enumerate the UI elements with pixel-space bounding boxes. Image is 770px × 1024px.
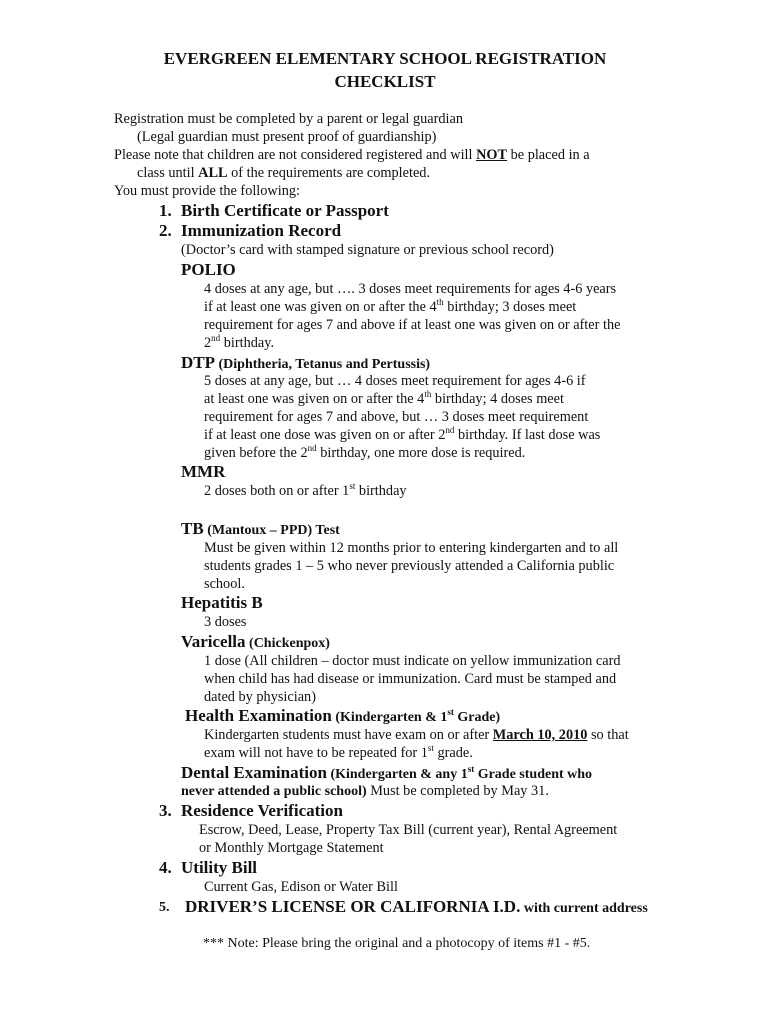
item-4-line1: Current Gas, Edison or Water Bill [204,879,398,895]
intro-line2: (Legal guardian must present proof of guardianship) [137,129,437,145]
hepatitis-b-heading: Hepatitis B [181,593,263,612]
polio-line3: requirement for ages 7 and above if at least one was given on or after the [204,317,621,333]
dental-exam-heading: Dental Examination (Kindergarten & any 1st Grade student who [181,763,593,782]
dtp-line1: 5 doses at any age, but … 4 doses meet requirement for ages 4-6 if [204,373,586,389]
item-3-line1: Escrow, Deed, Lease, Property Tax Bill (current year), Rental Agreement [199,822,618,838]
varicella-line2: when child has had disease or immunization. Card must be stamped and [204,671,617,687]
intro-line5: You must provide the following: [114,183,300,199]
document-title-line2: CHECKLIST [334,72,436,91]
item-3-label: Residence Verification [181,801,343,820]
item-2-label: Immunization Record [181,221,342,240]
health-exam-line1: Kindergarten students must have exam on or after March 10, 2010 so that [204,727,629,743]
intro-line3: Please note that children are not considered registered and will NOT be placed in a [114,147,590,163]
tb-line1: Must be given within 12 months prior to entering kindergarten and to all [204,540,619,556]
photocopy-note: *** Note: Please bring the original and a photocopy of items #1 - #5. [203,936,591,951]
dtp-heading: DTP (Diphtheria, Tetanus and Pertussis) [181,353,431,372]
item-4-label: Utility Bill [181,858,258,877]
polio-line1: 4 doses at any age, but …. 3 doses meet requirements for ages 4-6 years [204,281,617,297]
polio-heading: POLIO [181,260,236,279]
varicella-line1: 1 dose (All children – doctor must indicate on yellow immunization card [204,653,621,669]
item-2-number: 2. [159,221,172,240]
hepatitis-b-line1: 3 doses [204,614,247,630]
item-1-label: Birth Certificate or Passport [181,201,389,220]
intro-line4: class until ALL of the requirements are completed. [137,165,431,181]
dtp-line4: if at least one dose was given on or after 2nd birthday. If last dose was [204,425,601,443]
exam-date: March 10, 2010 [492,727,588,743]
polio-line2: if at least one was given on or after the 4th birthday; 3 doses meet [204,297,577,315]
all-emphasis: ALL [198,165,228,181]
item-1-number: 1. [159,201,172,220]
item-5-label: DRIVER’S LICENSE OR CALIFORNIA I.D. with current address [185,897,648,916]
mmr-heading: MMR [181,462,226,481]
document-title-line1: EVERGREEN ELEMENTARY SCHOOL REGISTRATION [163,49,607,68]
tb-line3: school. [204,576,245,592]
tb-heading: TB (Mantoux – PPD) Test [181,519,340,538]
health-exam-heading: Health Examination (Kindergarten & 1st Grade) [185,706,501,725]
intro-line1: Registration must be completed by a parent or legal guardian [114,111,463,127]
item-2-subtitle: (Doctor’s card with stamped signature or previous school record) [181,242,554,258]
tb-line2: students grades 1 – 5 who never previously attended a California public [204,558,615,574]
dtp-line2: at least one was given on or after the 4th birthday; 4 doses meet [204,389,564,407]
health-exam-line2: exam will not have to be repeated for 1st grade. [204,743,473,761]
not-emphasis: NOT [476,147,508,163]
item-5-number: 5. [159,900,170,915]
item-3-line2: or Monthly Mortgage Statement [199,840,384,856]
dtp-line3: requirement for ages 7 and above, but … 3 doses meet requirement [204,409,589,425]
polio-line4: 2nd birthday. [204,333,275,351]
varicella-heading: Varicella (Chickenpox) [181,632,330,651]
mmr-line1: 2 doses both on or after 1st birthday [204,481,407,499]
dental-exam-line2: never attended a public school) Must be completed by May 31. [181,783,549,799]
item-4-number: 4. [159,858,172,877]
dtp-line5: given before the 2nd birthday, one more dose is required. [204,443,526,461]
varicella-line3: dated by physician) [204,689,316,705]
item-3-number: 3. [159,801,172,820]
